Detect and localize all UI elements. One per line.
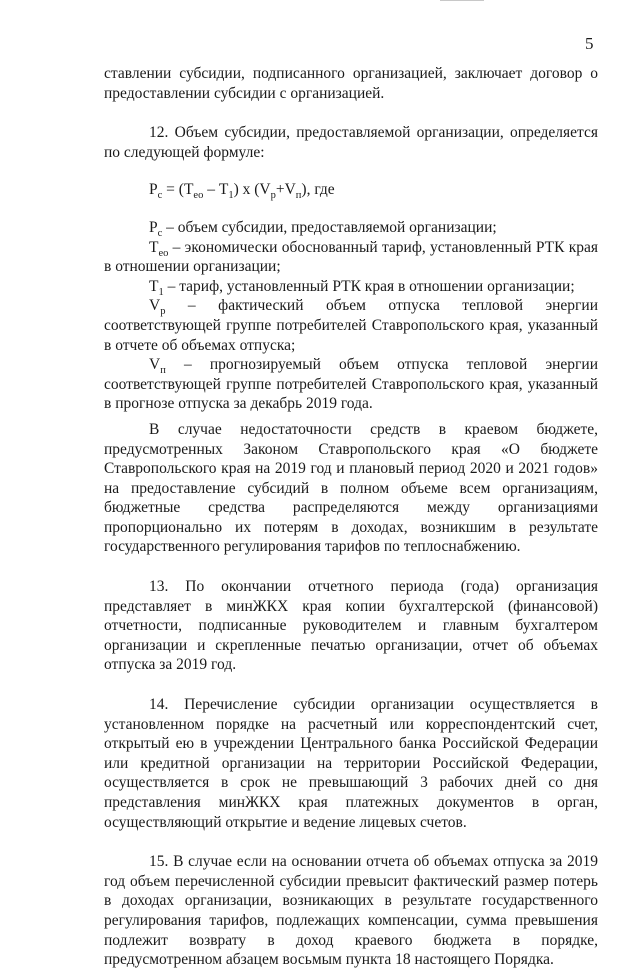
page-number: 5 (585, 34, 594, 53)
definition-symbol: T (149, 277, 159, 295)
definition-symbol: P (149, 218, 158, 236)
paragraph-13: 13. По окончании отчетного периода (года) организация представляет в минЖКХ края копии бухгалтерской (финансовой) отчетности, подписанные руководителем и главным бухгалтером организации и скрепленные печатью организации, отчет об объемах отпуска за 2019 год. (104, 578, 598, 674)
definition-sub: р (160, 306, 166, 318)
definition-sub: ео (158, 247, 169, 259)
definition-text: – прогнозируемый объем отпуска тепловой энергии соответствующей группе потребителей Ставропольского края, указанный в прогнозе отпуска за декабрь 2019 года. (104, 356, 598, 413)
definition-text: – экономически обоснованный тариф, установленный РТК края в отношении организации; (104, 238, 598, 276)
formula-plus: +V (275, 181, 296, 199)
definition-t1 (104, 277, 598, 297)
document-body (104, 64, 598, 970)
paragraph-12-shortage: В случае недостаточности средств в краевом бюджете, предусмотренных Законом Ставропольского края «О бюджете Ставропольского края на 2019 год и плановый период 2020 и 2021 годов» на предоставление субсидий в полном объеме всем организациям, бюджетные средства распределяются между организациями пропорционально их потерям в доходах, возникшим в результате государственного регулирования тарифов по теплоснабжению. (104, 420, 598, 556)
definition-text: – фактический объем отпуска тепловой энергии соответствующей группе потребителей Ставропольского края, указанный в отчете об объемах отпуска; (104, 297, 598, 354)
definition-pc (104, 218, 598, 238)
paragraph-intro-continuation: ставлении субсидии, подписанного организацией, заключает договор о предоставлении субсидии с организацией. (104, 65, 598, 102)
paragraph-12-intro: 12. Объем субсидии, предоставляемой организации, определяется по следующей формуле: (104, 124, 598, 161)
formula-close: ), где (301, 181, 335, 199)
definition-vp (104, 296, 598, 355)
definition-sub: 1 (158, 286, 164, 298)
formula-eq-open: = (T (162, 181, 194, 199)
paragraph-14: 14. Перечисление субсидии организации осуществляется в установленном порядке на расчетный или корреспондентский счет, открытый ею в учреждении Центрального банка Российской Федерации или кредитной организации на территории Российской Федерации, осуществляется в срок не превышающий 3 рабочих дней со дня представления минЖКХ края платежных документов в орган, осуществляющий открытие и ведение лицевых счетов. (104, 696, 598, 831)
definition-sub: c (157, 228, 163, 240)
definition-text: – объем субсидии, предоставляемой организации; (162, 218, 497, 236)
formula-t1-sub: 1 (228, 190, 234, 202)
definition-sub: п (160, 365, 166, 377)
formula-vn-sub: п (295, 190, 302, 202)
definition-symbol: V (149, 356, 161, 374)
definition-symbol: V (149, 297, 161, 315)
formula-lhs: P (149, 181, 158, 199)
definition-vn (104, 355, 598, 414)
formula-lhs-sub: c (157, 190, 163, 202)
formula-vp-sub: p (270, 190, 276, 202)
formula-times: ) x (V (233, 181, 271, 199)
definition-symbol: T (149, 238, 159, 256)
paragraph-15: 15. В случае если на основании отчета об объемах отпуска за 2019 год объем перечисленной субсидии превысит фактический размер потерь в доходах организации, возникающих в результате государственного регулирования тарифов, подлежащих компенсации, сумма превышения подлежит возврату в доход краевого бюджета в порядке, предусмотренном абзацем восьмым пункта 18 настоящего Порядка. (104, 853, 598, 969)
definition-text: – тариф, установленный РТК края в отношении организации; (163, 277, 575, 295)
formula (104, 180, 598, 200)
scan-edge-mark (440, 0, 484, 1)
formula-t-eo-sub: ео (193, 190, 204, 202)
formula-minus: – T (203, 181, 229, 199)
definition-teo (104, 238, 598, 277)
